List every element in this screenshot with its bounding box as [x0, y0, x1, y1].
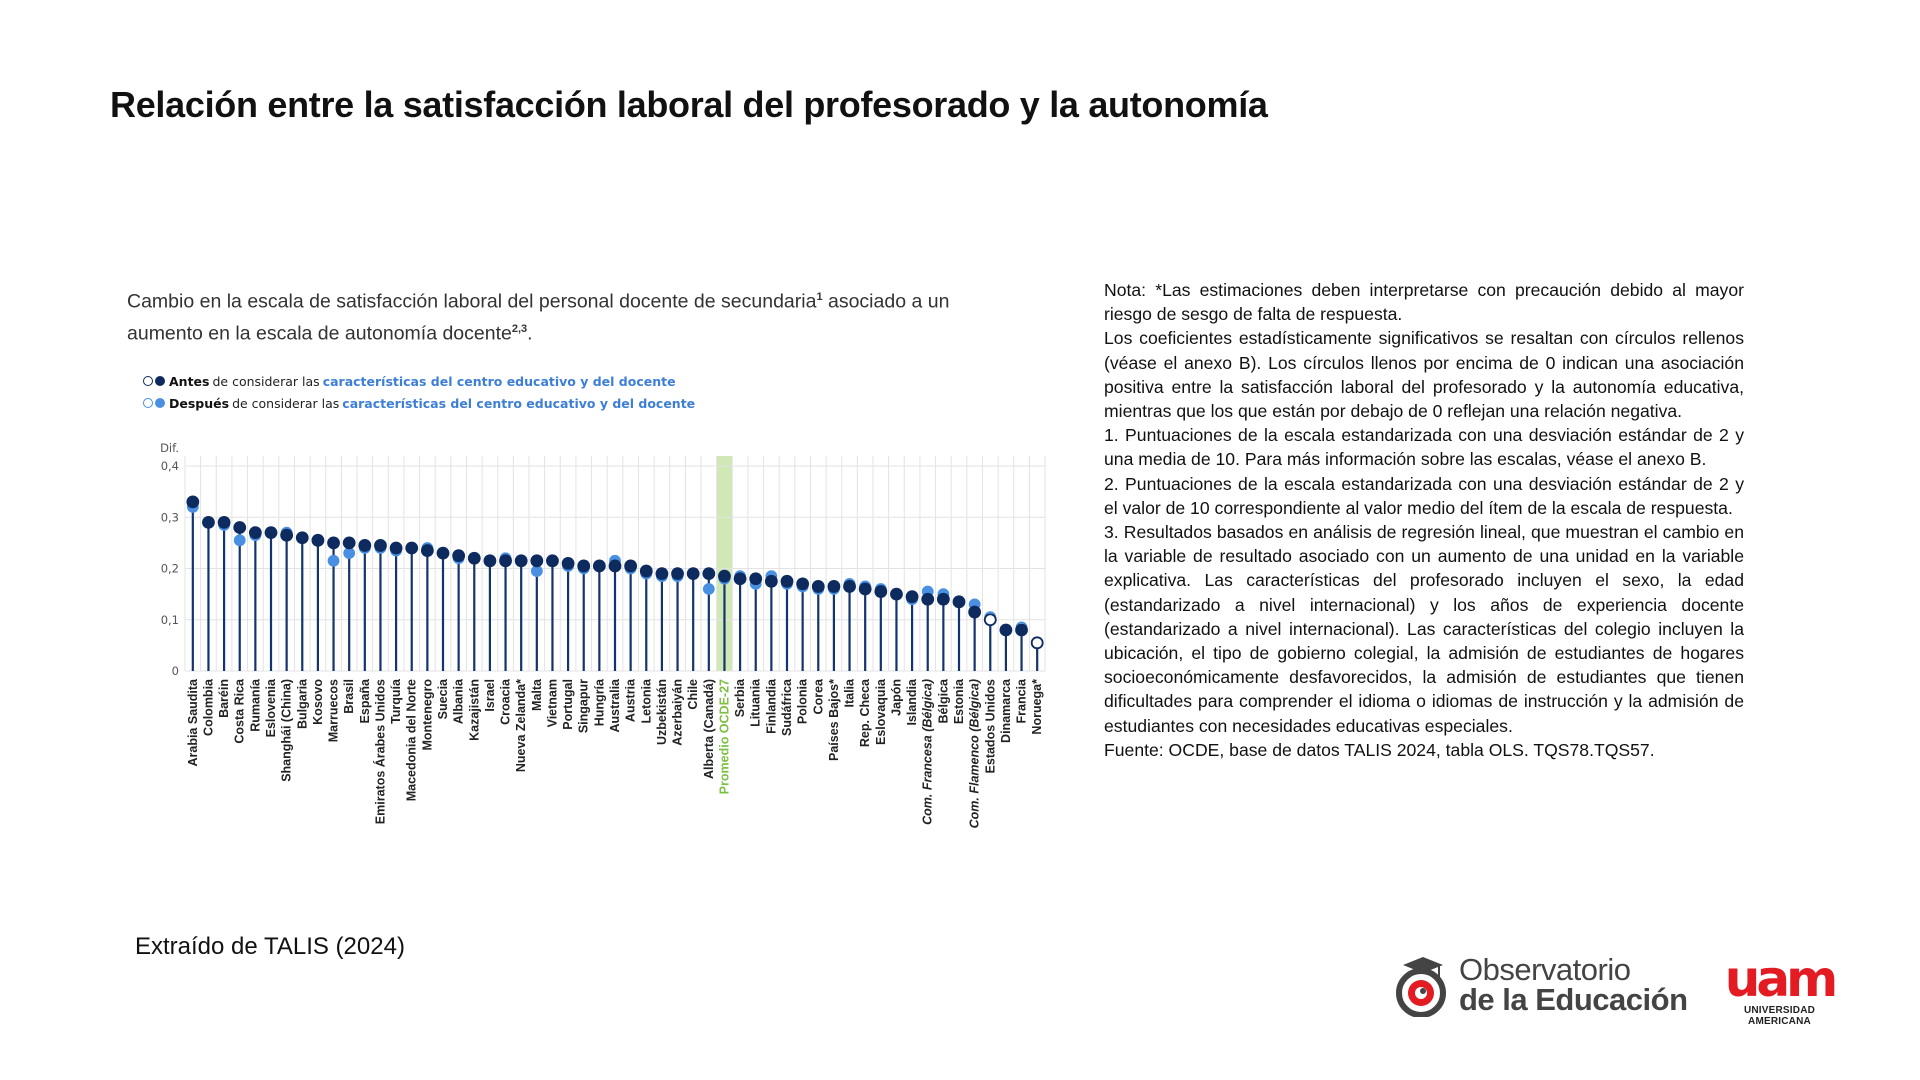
data-point-antes [641, 566, 652, 577]
data-point-despues [532, 566, 542, 576]
y-tick-label: 0,2 [160, 561, 179, 576]
category-label: Suecia [436, 679, 450, 720]
chart-title-part3: . [527, 322, 533, 344]
chart-legend [143, 370, 695, 414]
data-point-antes [266, 527, 277, 538]
data-point-despues [235, 535, 245, 545]
category-label: Marruecos [326, 679, 341, 743]
category-label: Islandia [905, 679, 920, 726]
category-label: Rumanía [248, 679, 263, 732]
category-label: Noruega* [1030, 679, 1045, 735]
category-label: Japón [889, 679, 904, 716]
uam-logo [1712, 950, 1847, 1027]
category-label: Israel [482, 679, 497, 712]
category-label: Croacia [498, 679, 513, 725]
data-point-antes [594, 560, 605, 571]
data-point-antes [766, 576, 777, 587]
category-label: Kazajistán [467, 679, 482, 741]
data-point-antes [250, 527, 261, 538]
chart-title-part1: Cambio en la escala de satisfacción laboral del personal docente de secundaria [127, 290, 817, 313]
legend-before-swatch [143, 376, 165, 386]
legend-before-bold: Antes [169, 373, 210, 389]
hollow-circle-icon [143, 376, 153, 386]
note-paragraph: Nota: *Las estimaciones deben interpretarse con precaución debido al mayor riesgo de sesgo de falta de respuesta. [1104, 280, 1744, 325]
data-point-antes [453, 550, 464, 561]
category-label: Promedio OCDE-27 [717, 679, 732, 795]
category-label: Chile [686, 679, 701, 710]
legend-before-mid: de considerar las [212, 373, 320, 389]
category-label: Rep. Checa [858, 679, 873, 748]
category-label: Países Bajos* [826, 679, 841, 761]
data-point-antes [438, 548, 449, 559]
y-tick-label: 0 [171, 664, 179, 678]
note-source: Fuente: OCDE, base de datos TALIS 2024, tabla OLS. TQS78.TQS57. [1104, 739, 1655, 760]
category-label: Emiratos Árabes Unidos [373, 679, 388, 825]
category-label: Bélgica [936, 679, 951, 724]
legend-before-highlight: características del centro educativo y del docente [322, 373, 676, 389]
category-label: Portugal [561, 679, 576, 730]
data-point-antes [484, 555, 495, 566]
data-point-antes [563, 558, 574, 569]
y-tick-label: 0,4 [160, 459, 179, 473]
category-label: Sudáfrica [780, 679, 794, 736]
y-tick-label: 0,3 [160, 510, 179, 525]
data-point-despues [344, 548, 354, 558]
data-point-antes [234, 522, 245, 533]
legend-after-bold: Después [169, 395, 230, 411]
category-label: Eslovenia [264, 679, 278, 738]
data-point-antes [516, 555, 527, 566]
data-point-antes [625, 560, 636, 571]
category-label: Macedonia del Norte [404, 679, 419, 802]
data-point-antes [328, 537, 339, 548]
note-paragraph: 1. Puntuaciones de la escala estandarizada con una desviación estándar de 2 y una media de 10. Para más información sobre las escalas, véase el anexo B. [1104, 425, 1744, 470]
category-label: Letonia [639, 679, 654, 724]
observatorio-line2: de la Educación [1459, 982, 1688, 1017]
category-label: Austria [623, 679, 638, 723]
data-point-antes [391, 543, 402, 554]
category-label: Turquía [389, 679, 404, 724]
data-point-antes [312, 535, 323, 546]
uam-subtitle: UNIVERSIDAD AMERICANA [1743, 1005, 1816, 1027]
y-tick-label: 0,1 [160, 612, 179, 627]
legend-after-highlight: características del centro educativo y del docente [342, 395, 696, 411]
data-point-antes [750, 573, 761, 584]
data-point-antes [985, 614, 996, 625]
data-point-antes [578, 560, 589, 571]
category-label: Uzbekistán [654, 679, 669, 745]
category-label: Serbia [733, 679, 748, 718]
data-point-antes [375, 540, 386, 551]
lollipop-chart [150, 440, 1050, 860]
notes-panel [1104, 278, 1744, 762]
data-point-antes [500, 555, 511, 566]
data-point-antes [969, 607, 980, 618]
data-point-antes [297, 532, 308, 543]
data-point-antes [797, 578, 808, 589]
data-point-antes [782, 576, 793, 587]
note-paragraph: Los coeficientes estadísticamente significativos se resaltan con círculos rellenos (véase el anexo B). Los círculos llenos por encima de 0 indican una asociación positiva entre la satisfacción laboral del profesorado y la autonomía educativa, mientras que los que están por debajo de 0 reflejan una relación negativa. [1104, 328, 1744, 422]
data-point-antes [907, 591, 918, 602]
data-point-antes [813, 581, 824, 592]
category-label: Dinamarca [998, 679, 1013, 743]
data-point-antes [875, 586, 886, 597]
legend-after-swatch [143, 398, 165, 408]
data-point-antes [547, 555, 558, 566]
data-point-antes [672, 568, 683, 579]
eye-cap-icon [1393, 953, 1449, 1017]
data-point-antes [469, 553, 480, 564]
category-label: Colombia [201, 679, 216, 736]
category-label: Estonia [952, 679, 966, 725]
observatorio-logo [1393, 953, 1688, 1017]
uam-mark: uam [1724, 950, 1835, 1008]
data-point-antes [531, 555, 542, 566]
legend-after-mid: de considerar las [232, 395, 340, 411]
category-label: Lituania [748, 679, 763, 727]
category-label: Eslovaquia [873, 679, 888, 745]
data-point-antes [656, 568, 667, 579]
source-caption: Extraído de TALIS (2024) [135, 933, 405, 960]
category-label: Vietnam [545, 679, 560, 728]
category-label: Polonia [795, 679, 810, 725]
category-label: Alberta (Canadá) [701, 679, 716, 780]
data-point-antes [344, 537, 355, 548]
note-paragraph: 2. Puntuaciones de la escala estandarizada con una desviación estándar de 2 y el valor de 10 correspondiente al valor medio del ítem de la escala de respuesta. [1104, 473, 1744, 518]
category-label: Bulgaria [295, 679, 310, 730]
chart-title-sup2: 2,3 [511, 322, 528, 335]
data-point-antes [422, 545, 433, 556]
filled-circle-icon [155, 376, 165, 386]
data-point-antes [1000, 625, 1011, 636]
category-label: Baréin [217, 679, 232, 718]
y-axis-label: Dif. [160, 441, 179, 455]
data-point-antes [922, 594, 933, 605]
category-label: Australia [608, 679, 622, 733]
data-point-antes [281, 530, 292, 541]
category-label: Finlandia [764, 679, 779, 734]
chart-title-part2: asociado a un aumento en la escala de autonomía docente [127, 290, 950, 344]
note-paragraph: 3. Resultados basados en análisis de regresión lineal, que muestran el cambio en la variable de resultado asociado con un aumento de una unidad en la variable explicativa. Las características del profesorado incluyen el sexo, la edad (estandarizado a nivel internacional) y los años de experiencia docente (estandarizado a nivel internacional). Las características del colegio incluyen la ubicación, el tipo de gobierno colegial, la admisión de estudiantes de hogares socioeconómicamente desfavorecidos, la admisión de estudiantes que tienen dificultades para comprender el idioma o idiomas de instrucción y la admisión de estudiantes con necesidades educativas especiales. [1104, 522, 1744, 736]
data-point-antes [828, 581, 839, 592]
data-point-antes [203, 517, 214, 528]
category-label: Hungría [592, 679, 607, 727]
data-point-antes [688, 568, 699, 579]
data-point-antes [938, 594, 949, 605]
category-label: Arabia Saudita [185, 679, 200, 767]
category-label: Singapur [576, 679, 591, 734]
legend-before [143, 370, 695, 392]
category-label: Brasil [342, 679, 357, 714]
category-label: Montenegro [420, 679, 435, 751]
data-point-despues [704, 584, 714, 594]
data-point-despues [329, 556, 339, 566]
hollow-circle-icon [143, 398, 153, 408]
observatorio-line1: Observatorio [1459, 952, 1631, 987]
category-label: Estados Unidos [983, 679, 998, 774]
data-point-antes [219, 517, 230, 528]
data-point-antes [359, 540, 370, 551]
category-label: Com. Flamenco (Bélgica) [967, 679, 982, 829]
data-point-antes [1032, 637, 1043, 648]
slide-title: Relación entre la satisfacción laboral del profesorado y la autonomía [110, 84, 1268, 125]
category-label: Com. Francesa (Bélgica) [920, 679, 935, 825]
chart-title-sup1: 1 [816, 291, 823, 303]
chart-title [127, 284, 987, 347]
category-label: Costa Rica [232, 679, 247, 744]
data-point-antes [891, 589, 902, 600]
category-label: Kosovo [310, 679, 325, 725]
data-point-antes [860, 584, 871, 595]
data-point-antes [1016, 625, 1027, 636]
filled-circle-icon [155, 398, 165, 408]
category-label: Nueva Zelanda* [514, 679, 529, 773]
legend-after [143, 392, 695, 414]
category-label: Albania [451, 679, 466, 725]
data-point-antes [844, 581, 855, 592]
category-label: Shanghái (China) [279, 679, 294, 782]
category-label: Corea [811, 679, 826, 715]
category-label: Azerbaiyán [670, 679, 685, 746]
category-label: Francia [1014, 679, 1029, 724]
data-point-antes [406, 543, 417, 554]
data-point-antes [954, 596, 965, 607]
data-point-antes [719, 571, 730, 582]
data-point-antes [703, 568, 714, 579]
category-label: Malta [529, 679, 544, 711]
data-point-antes [610, 560, 621, 571]
category-label: España [357, 679, 372, 724]
category-label: Italia [842, 679, 857, 708]
data-point-antes [735, 573, 746, 584]
data-point-antes [187, 496, 198, 507]
